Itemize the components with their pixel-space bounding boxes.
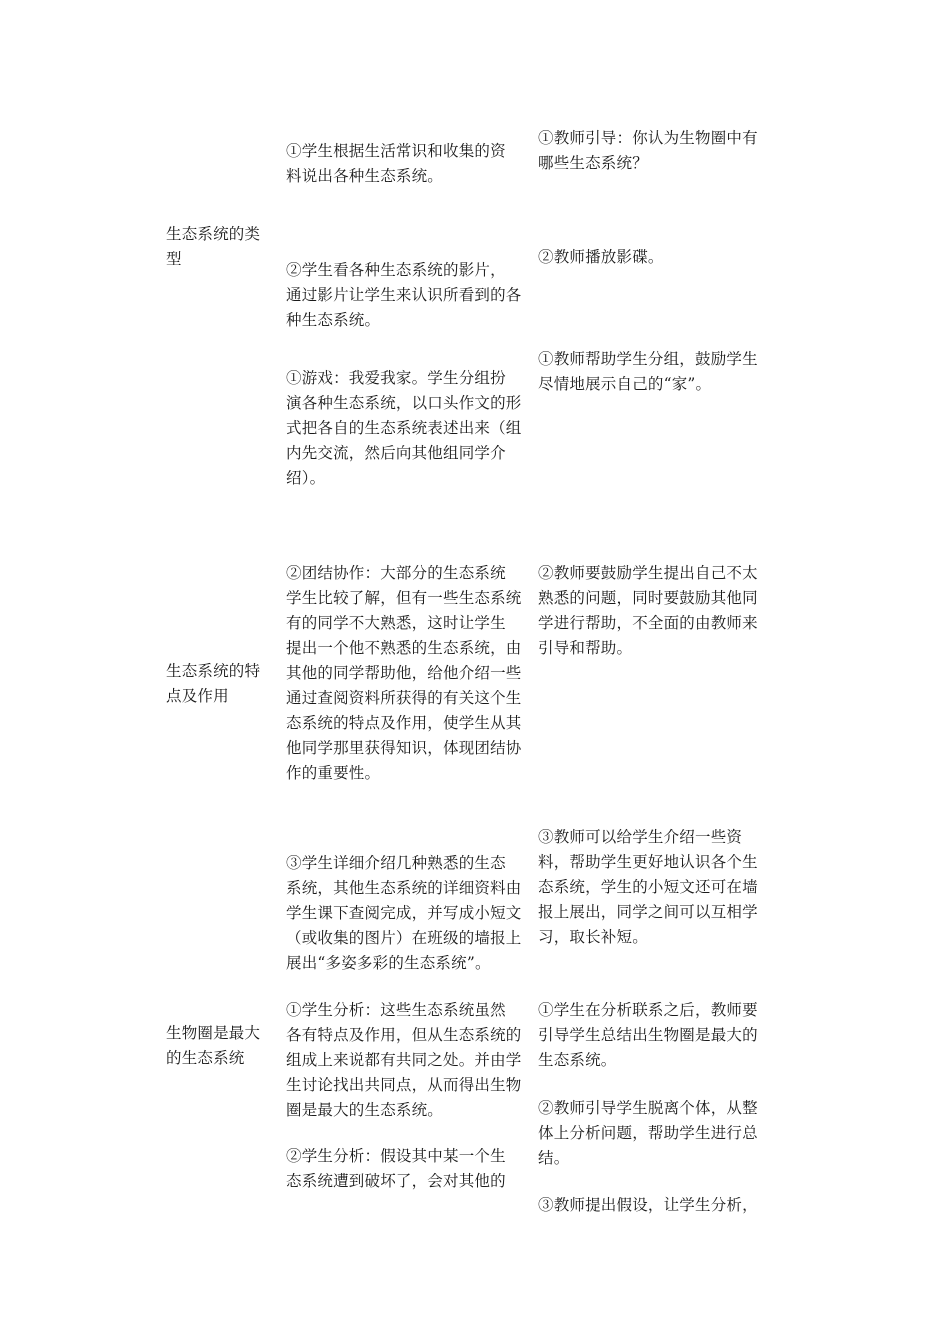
text-line: 态系统遭到破坏了，会对其他的	[286, 1172, 506, 1190]
topic-biosphere	[166, 1021, 260, 1071]
text-line: 点及作用	[166, 687, 229, 705]
text-line: 作的重要性。	[286, 764, 381, 782]
text-line: 生态系统。	[538, 1051, 617, 1069]
student-activity-2-3	[286, 851, 522, 976]
student-activity-3-1	[286, 998, 522, 1123]
teacher-activity-3-3	[538, 1193, 758, 1218]
student-activity-2-1	[286, 366, 522, 491]
teacher-activity-1-1	[538, 126, 758, 176]
text-line: 引导和帮助。	[538, 639, 633, 657]
text-line: 结。	[538, 1149, 570, 1167]
text-line: 演各种生态系统，以口头作文的形	[286, 394, 522, 412]
text-line: 展出“多姿多彩的生态系统”。	[286, 954, 491, 972]
text-line: 圈是最大的生态系统。	[286, 1101, 444, 1119]
text-line: 尽情地展示自己的“家”。	[538, 375, 712, 393]
text-line: ②教师要鼓励学生提出自己不太	[538, 564, 758, 582]
text-line: ①教师帮助学生分组，鼓励学生	[538, 350, 758, 368]
text-line: 通过影片让学生来认识所看到的各	[286, 286, 522, 304]
text-line: 报上展出，同学之间可以互相学	[538, 903, 758, 921]
text-line: ②教师播放影碟。	[538, 248, 664, 266]
topic-ecosystem-features	[166, 659, 260, 709]
text-line: 熟悉的问题，同时要鼓励其他同	[538, 589, 758, 607]
text-line: 生讨论找出共同点，从而得出生物	[286, 1076, 522, 1094]
text-line: 引导学生总结出生物圈是最大的	[538, 1026, 758, 1044]
text-line: 生态系统的类	[166, 225, 261, 243]
text-line: 组成上来说都有共同之处。并由学	[286, 1051, 522, 1069]
topic-ecosystem-types	[166, 222, 260, 272]
text-line: ①教师引导：你认为生物圈中有	[538, 129, 758, 147]
text-line: 哪些生态系统？	[538, 154, 648, 172]
text-line: ①学生分析：这些生态系统虽然	[286, 1001, 506, 1019]
teacher-activity-1-2	[538, 245, 664, 270]
teacher-activity-2-2	[538, 561, 758, 661]
text-line: ③学生详细介绍几种熟悉的生态	[286, 854, 506, 872]
text-line: 种生态系统。	[286, 311, 381, 329]
text-line: 通过查阅资料所获得的有关这个生	[286, 689, 522, 707]
student-activity-3-2	[286, 1144, 506, 1194]
text-line: 其他的同学帮助他，给他介绍一些	[286, 664, 522, 682]
text-line: （或收集的图片）在班级的墙报上	[286, 929, 522, 947]
text-line: 绍）。	[286, 469, 326, 487]
text-line: 系统，其他生态系统的详细资料由	[286, 879, 522, 897]
teacher-activity-3-1	[538, 998, 758, 1073]
text-line: ①学生根据生活常识和收集的资	[286, 142, 506, 160]
text-line: 生物圈是最大	[166, 1024, 261, 1042]
text-line: ①学生在分析联系之后，教师要	[538, 1001, 758, 1019]
student-activity-2-2	[286, 561, 522, 786]
student-activity-1-2	[286, 258, 522, 333]
student-activity-1-1	[286, 139, 506, 189]
teacher-activity-2-3	[538, 825, 758, 950]
text-line: 学生课下查阅完成，并写成小短文	[286, 904, 522, 922]
text-line: 式把各自的生态系统表述出来（组	[286, 419, 522, 437]
text-line: ③教师提出假设，让学生分析，	[538, 1196, 758, 1214]
text-line: ②学生分析：假设其中某一个生	[286, 1147, 506, 1165]
text-line: ①游戏：我爱我家。学生分组扮	[286, 369, 506, 387]
text-line: 生态系统的特	[166, 662, 261, 680]
text-line: 提出一个他不熟悉的生态系统，由	[286, 639, 522, 657]
teacher-activity-3-2	[538, 1096, 758, 1171]
text-line: 学进行帮助，不全面的由教师来	[538, 614, 758, 632]
text-line: ③教师可以给学生介绍一些资	[538, 828, 743, 846]
text-line: 有的同学不大熟悉，这时让学生	[286, 614, 506, 632]
text-line: 料说出各种生态系统。	[286, 167, 444, 185]
text-line: 他同学那里获得知识，体现团结协	[286, 739, 522, 757]
text-line: 的生态系统	[166, 1049, 245, 1067]
text-line: ②学生看各种生态系统的影片，	[286, 261, 506, 279]
text-line: 体上分析问题，帮助学生进行总	[538, 1124, 758, 1142]
text-line: 各有特点及作用，但从生态系统的	[286, 1026, 522, 1044]
text-line: 习，取长补短。	[538, 928, 648, 946]
text-line: 内先交流，然后向其他组同学介	[286, 444, 506, 462]
text-line: ②教师引导学生脱离个体，从整	[538, 1099, 758, 1117]
text-line: 态系统的特点及作用，使学生从其	[286, 714, 522, 732]
text-line: 型	[166, 250, 182, 268]
text-line: ②团结协作：大部分的生态系统	[286, 564, 506, 582]
text-line: 学生比较了解，但有一些生态系统	[286, 589, 522, 607]
teacher-activity-2-1	[538, 347, 758, 397]
text-line: 料，帮助学生更好地认识各个生	[538, 853, 758, 871]
text-line: 态系统，学生的小短文还可在墙	[538, 878, 758, 896]
